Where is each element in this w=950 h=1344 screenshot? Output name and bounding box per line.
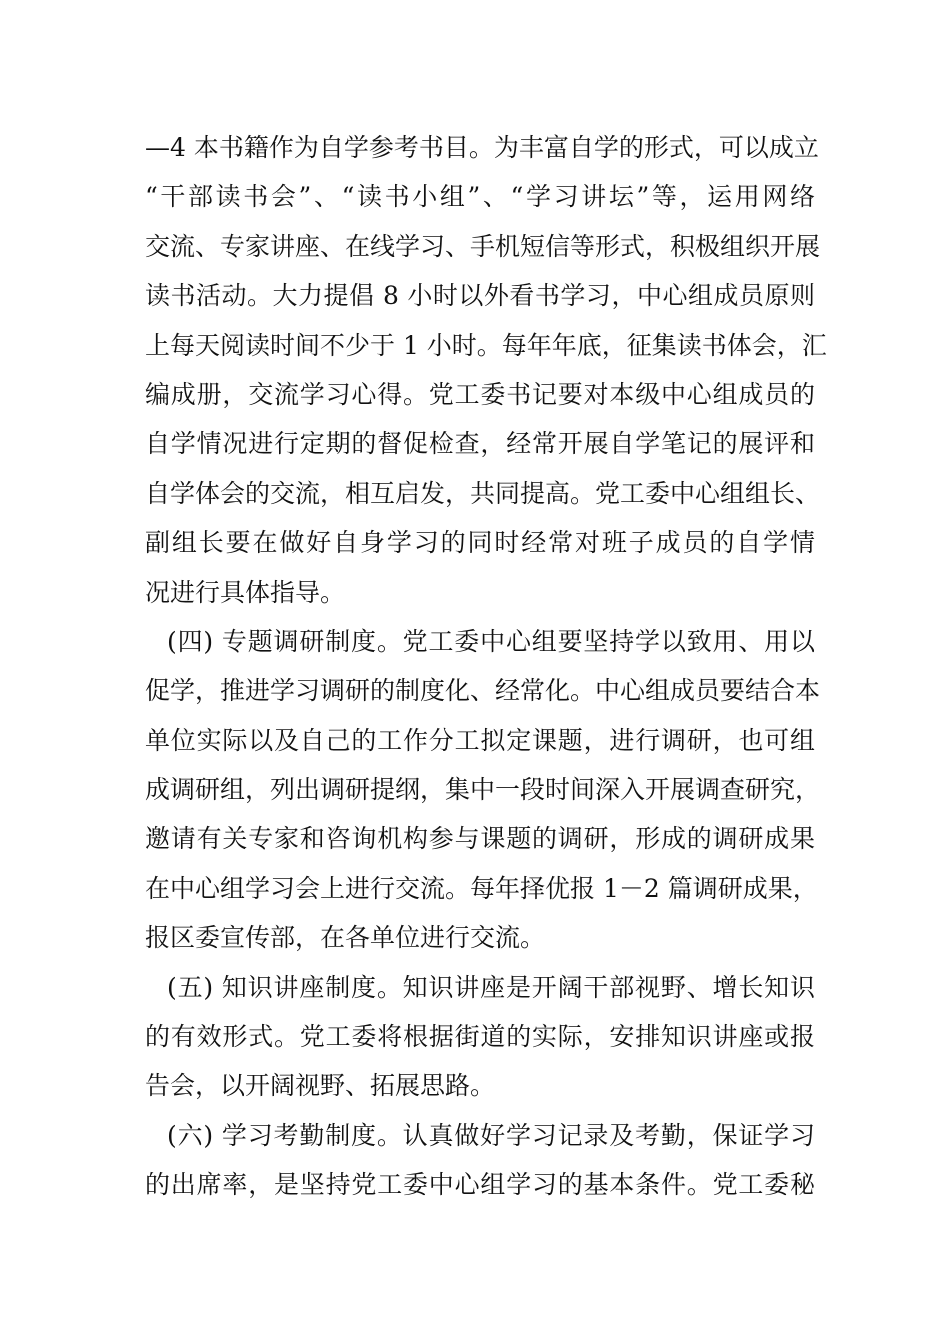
text-line: 的有效形式。党工委将根据街道的实际，安排知识讲座或报 — [145, 1022, 815, 1052]
text-line: 自学情况进行定期的督促检查，经常开展自学笔记的展评和 — [145, 429, 815, 459]
text-line: 编成册，交流学习心得。党工委书记要对本级中心组成员的 — [145, 379, 815, 409]
text-line: 副组长要在做好自身学习的同时经常对班子成员的自学情 — [145, 528, 815, 558]
section-heading-line: (六) 学习考勤制度。认真做好学习记录及考勤，保证学习 — [167, 1120, 815, 1150]
text-line: 邀请有关专家和咨询机构参与课题的调研，形成的调研成果 — [145, 824, 815, 854]
text-line: 交流、专家讲座、在线学习、手机短信等形式，积极组织开展 — [145, 231, 821, 261]
text-line: 自学体会的交流，相互启发，共同提高。党工委中心组组长、 — [145, 478, 821, 508]
text-line: 告会，以开阔视野、拓展思路。 — [145, 1071, 496, 1101]
text-line: —4 本书籍作为自学参考书目。为丰富自学的形式，可以成立 — [145, 133, 819, 162]
text-line: 况进行具体指导。 — [145, 577, 346, 607]
text-line: 上每天阅读时间不少于 1 小时。每年年底，征集读书体会，汇 — [145, 330, 827, 360]
text-line: 成调研组，列出调研提纲，集中一段时间深入开展调查研究， — [145, 775, 821, 805]
text-line: 促学，推进学习调研的制度化、经常化。中心组成员要结合本 — [145, 676, 821, 706]
text-line: 报区委宣传部，在各单位进行交流。 — [145, 923, 546, 953]
section-heading-line: (四) 专题调研制度。党工委中心组要坚持学以致用、用以 — [167, 626, 815, 656]
section-heading-line: (五) 知识讲座制度。知识讲座是开阔干部视野、增长知识 — [167, 972, 815, 1002]
body-text — [145, 123, 827, 1210]
text-line: 读书活动。大力提倡 8 小时以外看书学习，中心组成员原则 — [145, 281, 815, 311]
text-line: 单位实际以及自己的工作分工拟定课题，进行调研，也可组 — [145, 725, 815, 755]
text-line: 的出席率，是坚持党工委中心组学习的基本条件。党工委秘 — [145, 1170, 815, 1200]
text-line: 在中心组学习会上进行交流。每年择优报 1－2 篇调研成果， — [145, 873, 818, 903]
text-line: “干部读书会”、“读书小组”、“学习讲坛”等，运用网络 — [145, 182, 815, 212]
